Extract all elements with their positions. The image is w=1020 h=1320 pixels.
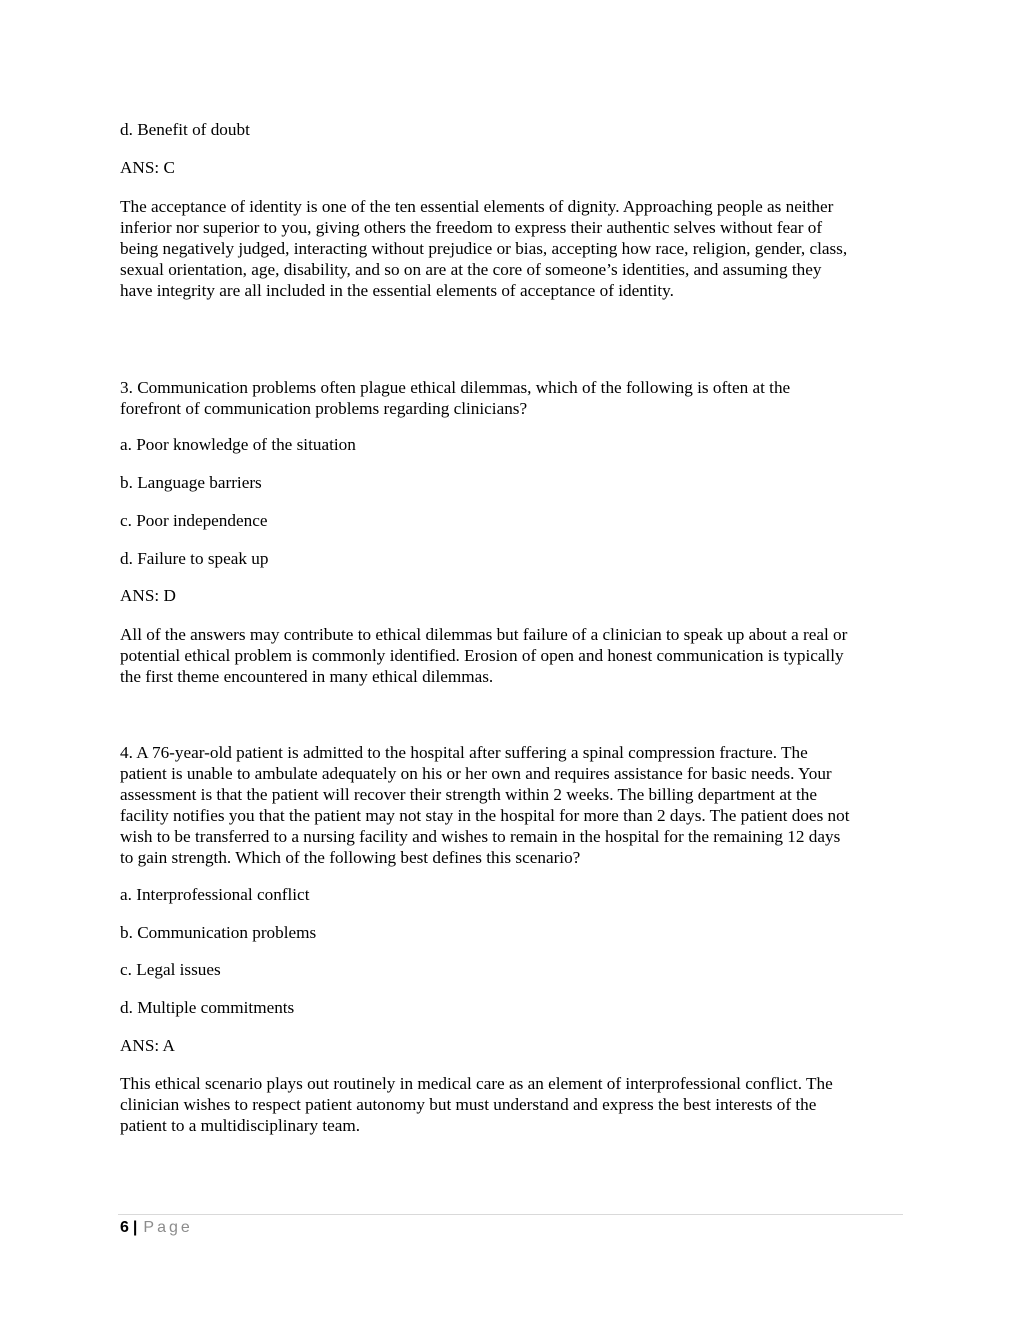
page-footer — [120, 1217, 193, 1239]
q3-explanation — [120, 624, 910, 687]
q2-explanation-line: sexual orientation, age, disability, and so on are at the core of someone’s identities, and assuming they — [120, 260, 822, 279]
q2-explanation-line: inferior nor superior to you, giving others the freedom to express their authentic selves without fear of — [120, 218, 823, 237]
q4-question-line: patient is unable to ambulate adequately on his or her own and requires assistance for basic needs. Your — [120, 764, 832, 783]
q3-option-a: a. Poor knowledge of the situation — [120, 435, 356, 454]
q3-question-line: forefront of communication problems regarding clinicians? — [120, 399, 528, 418]
q4-option-b: b. Communication problems — [120, 923, 317, 942]
q3-option-b: b. Language barriers — [120, 473, 262, 492]
q4-question-line: 4. A 76-year-old patient is admitted to the hospital after suffering a spinal compression fracture. The — [120, 743, 808, 762]
q3-explanation-line: the first theme encountered in many ethical dilemmas. — [120, 667, 494, 686]
q4-option-a: a. Interprofessional conflict — [120, 885, 310, 904]
q2-explanation-line: The acceptance of identity is one of the ten essential elements of dignity. Approaching people as neither — [120, 197, 834, 216]
q4-question-line: assessment is that the patient will recover their strength within 2 weeks. The billing department at the — [120, 785, 818, 804]
q2-answer: ANS: C — [120, 158, 175, 177]
q4-question — [120, 742, 910, 868]
q3-question-line: 3. Communication problems often plague ethical dilemmas, which of the following is often at the — [120, 378, 791, 397]
q4-option-c: c. Legal issues — [120, 960, 221, 979]
q3-explanation-line: potential ethical problem is commonly identified. Erosion of open and honest communication is typically — [120, 646, 844, 665]
q4-option-d: d. Multiple commitments — [120, 998, 295, 1017]
q4-question-line: facility notifies you that the patient may not stay in the hospital for more than 2 days. The patient does not — [120, 806, 850, 825]
q3-question — [120, 377, 910, 419]
q4-explanation-line: clinician wishes to respect patient autonomy but must understand and express the best interests of the — [120, 1095, 817, 1114]
q2-explanation-line: have integrity are all included in the essential elements of acceptance of identity. — [120, 281, 674, 300]
q4-explanation — [120, 1073, 910, 1136]
q2-explanation-line: being negatively judged, interacting without prejudice or bias, accepting how race, religion, gender, class, — [120, 239, 848, 258]
page-number: 6 — [120, 1219, 129, 1236]
q4-answer: ANS: A — [120, 1036, 175, 1055]
q3-explanation-line: All of the answers may contribute to ethical dilemmas but failure of a clinician to speak up about a real or — [120, 625, 848, 644]
q2-explanation — [120, 196, 910, 301]
q3-option-d: d. Failure to speak up — [120, 549, 269, 568]
q4-question-line: to gain strength. Which of the following best defines this scenario? — [120, 848, 581, 867]
q4-explanation-line: This ethical scenario plays out routinely in medical care as an element of interprofessional conflict. The — [120, 1074, 833, 1093]
q4-question-line: wish to be transferred to a nursing facility and wishes to remain in the hospital for the remaining 12 days — [120, 827, 841, 846]
page-label: Page — [143, 1219, 193, 1236]
q4-explanation-line: patient to a multidisciplinary team. — [120, 1116, 361, 1135]
q3-option-c: c. Poor independence — [120, 511, 268, 530]
q2-option-d: d. Benefit of doubt — [120, 120, 250, 139]
q3-answer: ANS: D — [120, 586, 176, 605]
footer-divider — [118, 1214, 903, 1215]
footer-separator: | — [132, 1219, 138, 1236]
